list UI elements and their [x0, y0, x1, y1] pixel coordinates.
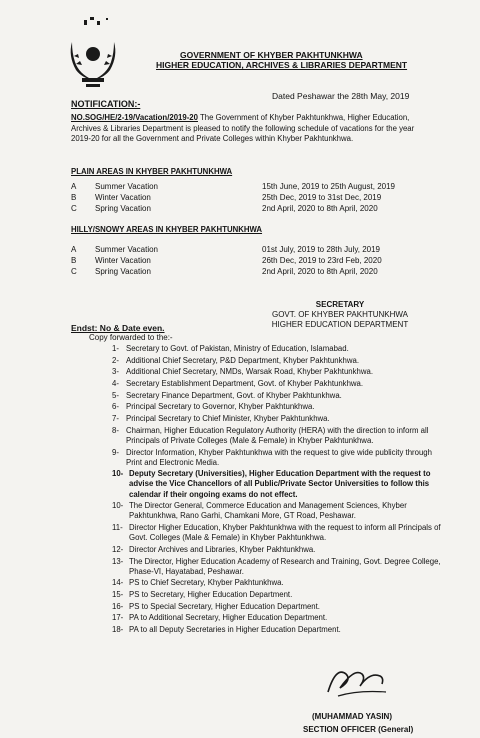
- vacation-dates: 01st July, 2019 to 28th July, 2019: [262, 245, 381, 254]
- issue-date: Dated Peshawar the 28th May, 2019: [272, 91, 410, 101]
- list-item: [112, 402, 442, 412]
- list-item: [112, 356, 442, 366]
- vacation-name: Winter Vacation: [95, 193, 151, 202]
- item-text: Secretary Establishment Department, Govt. of Khyber Pakhtunkhwa.: [126, 379, 364, 389]
- item-number: 13-: [112, 556, 124, 566]
- item-number: 1-: [112, 344, 119, 353]
- list-item: [112, 367, 442, 377]
- item-number: 10-: [112, 501, 124, 511]
- secretary-department: HIGHER EDUCATION DEPARTMENT: [271, 320, 409, 329]
- recipient-list: [112, 344, 442, 637]
- row-key: B: [71, 256, 77, 265]
- vacation-dates: 25th Dec, 2019 to 31st Dec, 2019: [262, 193, 382, 202]
- item-number: 9-: [112, 447, 119, 457]
- item-number: 6-: [112, 402, 119, 412]
- item-text: Secretary to Govt. of Pakistan, Ministry of Education, Islamabad.: [126, 344, 349, 353]
- item-number: 7-: [112, 414, 119, 424]
- item-number: 14-: [112, 578, 124, 588]
- vacation-name: Summer Vacation: [95, 182, 158, 191]
- notification-paragraph: [71, 113, 421, 145]
- item-text: PS to Secretary, Higher Education Department.: [129, 589, 293, 599]
- hilly-vacation-row: [71, 267, 411, 277]
- hilly-areas-heading: HILLY/SNOWY AREAS IN KHYBER PAKHTUNKHWA: [71, 225, 263, 234]
- item-number: 2-: [112, 355, 119, 365]
- item-text: Director Higher Education, Khyber Pakhtunkhwa with the request to inform all Principals of Govt. Colleges (Male & Female) in Khyber Pakhtunkhwa.: [129, 523, 441, 543]
- list-item: [112, 625, 442, 635]
- item-text: PA to all Deputy Secretaries in Higher Education Department.: [129, 625, 341, 635]
- section-officer-title: SECTION OFFICER (General): [303, 725, 414, 734]
- item-text: PA to Additional Secretary, Higher Education Department.: [129, 613, 328, 623]
- list-item: [112, 391, 442, 401]
- notification-label: NOTIFICATION:-: [71, 99, 141, 109]
- list-item: [112, 501, 442, 521]
- item-text: Principal Secretary to Chief Minister, Khyber Pakhtunkhwa.: [126, 414, 330, 424]
- item-number: 12-: [112, 544, 124, 554]
- item-text: The Director, Higher Education Academy of Research and Training, Govt. Degree College, Phase-VI, Hayatabad, Peshawar.: [129, 556, 441, 576]
- item-text: Director Information, Khyber Pakhtunkhwa with the request to give wide publicity through Print and Electronic Media.: [126, 447, 432, 467]
- list-item: [112, 590, 442, 600]
- copy-forwarded-label: Copy forwarded to the:-: [89, 333, 173, 342]
- item-number: 4-: [112, 379, 119, 389]
- vacation-name: Summer Vacation: [95, 245, 158, 254]
- list-item: [112, 602, 442, 612]
- hilly-vacation-row: [71, 256, 411, 266]
- list-item: [112, 545, 442, 555]
- endorsement-label: Endst: No & Date even.: [71, 323, 165, 333]
- item-text: Director Archives and Libraries, Khyber Pakhtunkhwa.: [129, 544, 316, 554]
- row-key: A: [71, 182, 77, 191]
- list-item: [112, 426, 442, 446]
- row-key: C: [71, 204, 77, 213]
- notification-body: The Government of Khyber Pakhtunkhwa, Higher Education, Archives & Libraries Department is pleased to notify the following schedule of vacations for the year 2019-20 for all the Government and Private Colleges within Khyber Pakhtunkhwa.: [71, 113, 415, 143]
- notification-reference-number: NO.SOG/HE/2-19/Vacation/2019-20: [71, 113, 198, 122]
- list-item: [112, 379, 442, 389]
- vacation-dates: 26th Dec, 2019 to 23rd Feb, 2020: [262, 256, 382, 265]
- plain-vacation-row: [71, 204, 411, 214]
- list-item: [112, 469, 442, 499]
- list-item: [112, 523, 442, 543]
- plain-vacation-row: [71, 182, 411, 192]
- item-number: 15-: [112, 589, 124, 599]
- vacation-dates: 2nd April, 2020 to 8th April, 2020: [262, 204, 378, 213]
- item-text: PS to Special Secretary, Higher Education Department.: [129, 601, 320, 611]
- vacation-dates: 2nd April, 2020 to 8th April, 2020: [262, 267, 378, 276]
- item-number: 18-: [112, 625, 124, 635]
- government-emblem-icon: [64, 12, 122, 92]
- item-text: Additional Chief Secretary, NMDs, Warsak Road, Khyber Pakhtunkhwa.: [126, 367, 374, 377]
- handwritten-signature-icon: [318, 662, 396, 704]
- vacation-name: Winter Vacation: [95, 256, 151, 265]
- vacation-dates: 15th June, 2019 to 25th August, 2019: [262, 182, 395, 191]
- row-key: B: [71, 193, 77, 202]
- list-item: [112, 613, 442, 623]
- item-number: 10-: [112, 469, 124, 479]
- item-number: 11-: [112, 523, 123, 533]
- item-text: The Director General, Commerce Education and Management Sciences, Khyber Pakhtunkhwa, Rano Garhi, Chamkani More, GT Road, Peshawar.: [129, 501, 407, 521]
- hilly-vacation-row: [71, 245, 411, 255]
- secretary-government: GOVT. OF KHYBER PAKHTUNKHWA: [271, 310, 408, 319]
- list-item: [112, 578, 442, 588]
- item-text: Deputy Secretary (Universities), Higher Education Department with the request to advise the Vice Chancellors of all Public/Private Sector Universities to follow this calendar if their ongoing exams do not effect.: [129, 469, 431, 499]
- item-text: Additional Chief Secretary, P&D Department, Khyber Pakhtunkhwa.: [126, 355, 360, 365]
- row-key: A: [71, 245, 77, 254]
- list-item: [112, 557, 442, 577]
- list-item: [112, 448, 442, 468]
- item-number: 17-: [112, 613, 124, 623]
- plain-areas-heading: PLAIN AREAS IN KHYBER PAKHTUNKHWA: [71, 167, 233, 176]
- item-number: 16-: [112, 601, 124, 611]
- item-text: Chairman, Higher Education Regulatory Authority (HERA) with the direction to inform all Principals of Private Colleges (Male & Female) in Khyber Pakhtunkhwa.: [126, 425, 429, 445]
- secretary-signature-block: [265, 300, 415, 330]
- secretary-title: SECRETARY: [315, 300, 365, 309]
- section-officer-name: (MUHAMMAD YASIN): [312, 712, 392, 721]
- plain-vacation-row: [71, 193, 411, 203]
- item-text: PS to Chief Secretary, Khyber Pakhtunkhwa.: [129, 578, 284, 588]
- department-title-line1: GOVERNMENT OF KHYBER PAKHTUNKHWA: [180, 50, 363, 60]
- list-item: [112, 344, 442, 354]
- vacation-name: Spring Vacation: [95, 267, 151, 276]
- department-title-line2: HIGHER EDUCATION, ARCHIVES & LIBRARIES DEPARTMENT: [156, 60, 408, 70]
- item-text: Principal Secretary to Governor, Khyber Pakhtunkhwa.: [126, 402, 315, 412]
- item-number: 3-: [112, 367, 119, 377]
- item-number: 5-: [112, 390, 119, 400]
- item-number: 8-: [112, 425, 119, 435]
- item-text: Secretary Finance Department, Govt. of Khyber Pakhtunkhwa.: [126, 390, 342, 400]
- row-key: C: [71, 267, 77, 276]
- vacation-name: Spring Vacation: [95, 204, 151, 213]
- list-item: [112, 414, 442, 424]
